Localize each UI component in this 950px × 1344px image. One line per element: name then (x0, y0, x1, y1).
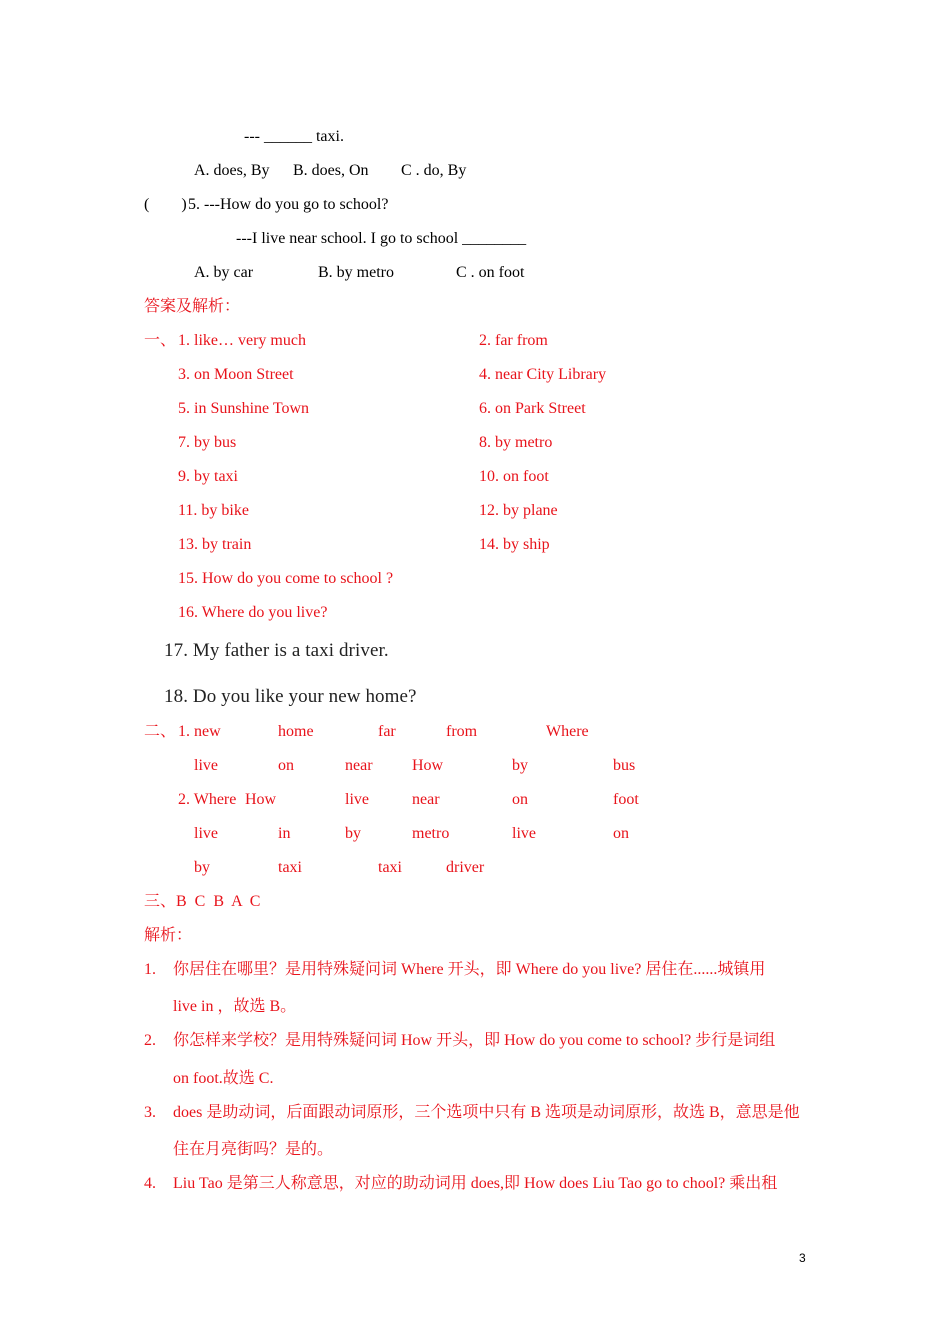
section1-answer-17: 17. My father is a taxi driver. (164, 640, 389, 661)
analysis-item-number: 2. (144, 1032, 156, 1049)
section2-word: Where (546, 723, 589, 740)
section1-answer-2: 2. far from (479, 332, 548, 349)
section1-answer-1: 1. like… very much (178, 332, 306, 349)
section2-word: far (378, 723, 396, 740)
analysis-item-text: live in ，故选 B。 (173, 998, 297, 1015)
section1-answer-11: 11. by bike (178, 502, 249, 519)
q5-answer-paren: ( ) (144, 196, 187, 213)
section1-answer-4: 4. near City Library (479, 366, 607, 383)
section2-word: home (278, 723, 314, 740)
section1-answer-18: 18. Do you like your new home? (164, 686, 417, 707)
section2-word: driver (446, 859, 485, 876)
q5-option-a: A. by car (194, 264, 254, 281)
q5-question: 5. ---How do you go to school? (188, 196, 389, 213)
section2-word: in (278, 825, 291, 842)
section2-word: taxi (378, 859, 402, 876)
section1-answer-8: 8. by metro (479, 434, 553, 451)
analysis-item-number: 4. (144, 1175, 156, 1192)
analysis-item-number: 3. (144, 1104, 156, 1121)
section1-answer-3: 3. on Moon Street (178, 366, 294, 383)
section2-word: bus (613, 757, 636, 774)
section2-word: 1. new (178, 723, 221, 740)
analysis-item-text: 你居住在哪里？是用特殊疑问词 Where 开头，即 Where do you live? 居住在......城镇用 (173, 961, 766, 978)
analysis-item-text: 住在月亮街吗？是的。 (173, 1141, 334, 1158)
section2-marker: 二、 (144, 723, 177, 740)
q4-option-b: B. does, On (293, 162, 369, 179)
analysis-item-text: on foot.故选 C. (173, 1070, 274, 1087)
section1-answer-5: 5. in Sunshine Town (178, 400, 310, 417)
section1-answer-12: 12. by plane (479, 502, 558, 519)
section2-word: by (512, 757, 528, 774)
section2-word: How (412, 757, 444, 774)
section2-word: 2. Where (178, 791, 237, 808)
section1-answer-15: 15. How do you come to school ? (178, 570, 394, 587)
section1-marker: 一、 (144, 332, 177, 349)
q5-answer-line: ---I live near school. I go to school ________ (236, 230, 527, 247)
analysis-heading: 解析： (144, 927, 193, 944)
section1-answer-14: 14. by ship (479, 536, 550, 553)
section2-word: metro (412, 825, 450, 842)
section1-answer-9: 9. by taxi (178, 468, 238, 485)
section2-word: on (512, 791, 528, 808)
q4-option-a: A. does, By (194, 162, 270, 179)
analysis-item-text: 你怎样来学校？是用特殊疑问词 How 开头，即 How do you come to school? 步行是词组 (173, 1032, 776, 1049)
section1-answer-16: 16. Where do you live? (178, 604, 328, 621)
section2-word: near (412, 791, 440, 808)
section1-answer-7: 7. by bus (178, 434, 237, 451)
analysis-item-number: 1. (144, 961, 156, 978)
section2-word: live (194, 757, 218, 774)
section2-word: foot (613, 791, 639, 808)
section1-answer-10: 10. on foot (479, 468, 549, 485)
analysis-item-text: Liu Tao 是第三人称意思，对应的助动词用 does,即 How does Liu Tao go to chool? 乘出租 (173, 1175, 778, 1192)
section2-word: near (345, 757, 373, 774)
page-number: 3 (799, 1251, 806, 1265)
section2-word: by (345, 825, 361, 842)
section2-word: live (345, 791, 369, 808)
section2-word: live (194, 825, 218, 842)
section2-word: How (245, 791, 277, 808)
section2-word: on (613, 825, 629, 842)
section2-word: live (512, 825, 536, 842)
section2-word: on (278, 757, 294, 774)
section3-answers: 三、B C B A C (144, 893, 261, 910)
q4-answer-line: --- ______ taxi. (244, 128, 344, 145)
q4-option-c: C . do, By (401, 162, 467, 179)
section2-word: by (194, 859, 210, 876)
section2-word: from (446, 723, 478, 740)
analysis-item-text: does 是助动词，后面跟动词原形，三个选项中只有 B 选项是动词原形，故选 B，意思是他 (173, 1104, 800, 1121)
q5-option-b: B. by metro (318, 264, 394, 281)
section1-answer-6: 6. on Park Street (479, 400, 586, 417)
section2-word: taxi (278, 859, 302, 876)
answers-heading: 答案及解析： (144, 298, 241, 315)
q5-option-c: C . on foot (456, 264, 525, 281)
section1-answer-13: 13. by train (178, 536, 252, 553)
